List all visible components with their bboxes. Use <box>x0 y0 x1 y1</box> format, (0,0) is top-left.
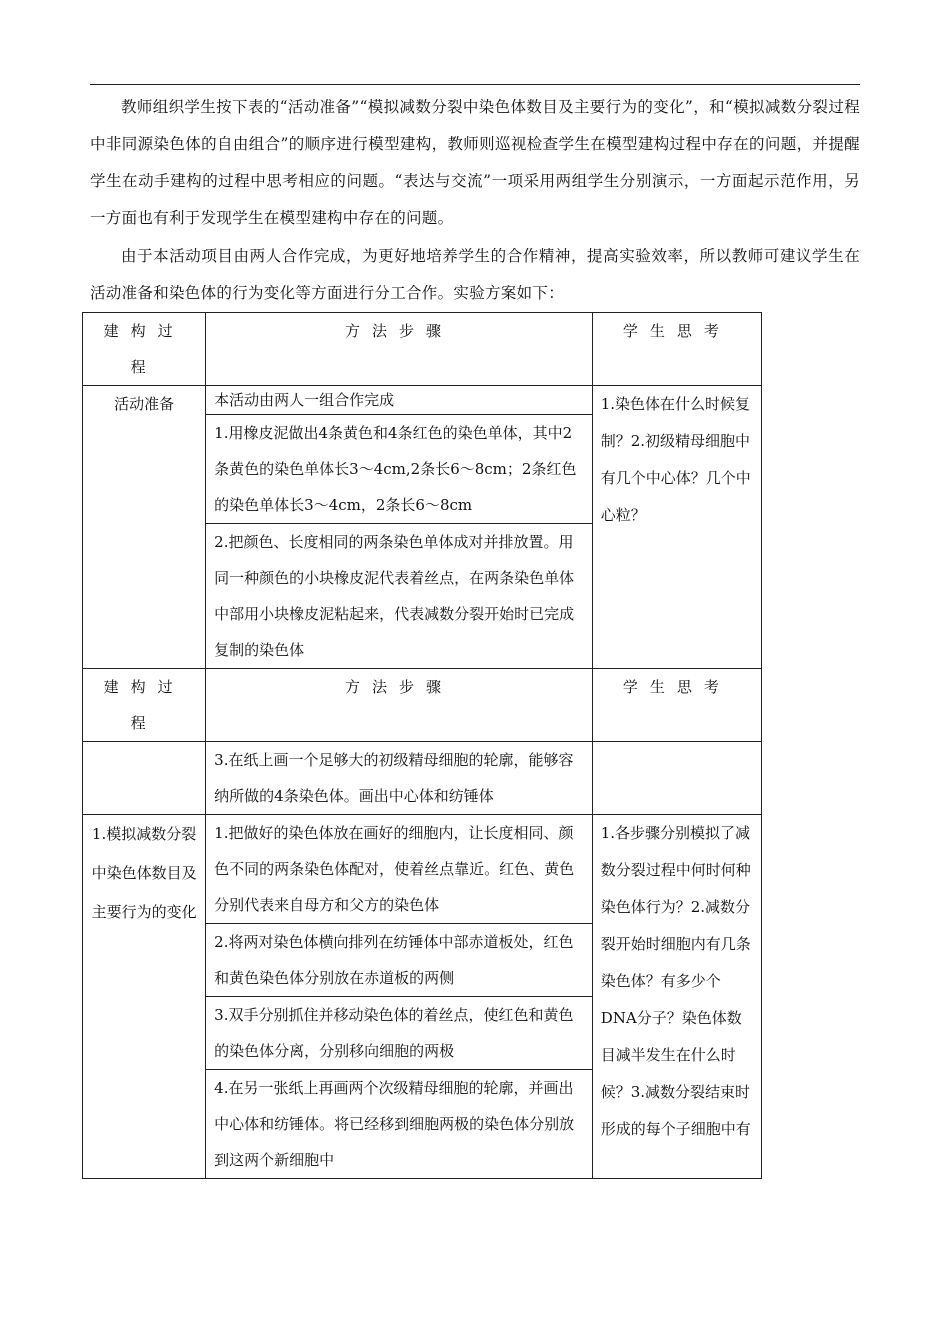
prep-step-2: 2.把颜色、长度相同的两条染色单体成对并排放置。用同一种颜色的小块橡皮泥代表着丝点，在两条染色单体中部用小块橡皮泥粘起来，代表减数分裂开始时已完成复制的染色体 <box>206 524 593 669</box>
header-student-thinking: 学生思考 <box>592 669 761 742</box>
table-row <box>83 742 762 815</box>
stage-simulate-meiosis: 1.模拟减数分裂中染色体数目及主要行为的变化 <box>83 815 206 1179</box>
table-header-row-repeat <box>83 669 762 742</box>
header-construction-process: 建构过程 <box>83 669 206 742</box>
prep-step-1: 1.用橡皮泥做出4条黄色和4条红色的染色单体，其中2条黄色的染色单体长3～4cm,2条长6～8cm；2条红色的染色单体长3～4cm，2条长6～8cm <box>206 415 593 524</box>
prep-step-3: 3.在纸上画一个足够大的初级精母细胞的轮廓，能够容纳所做的4条染色体。画出中心体和纺锤体 <box>206 742 593 815</box>
simulate-step-2: 2.将两对染色体横向排列在纺锤体中部赤道板处，红色和黄色染色体分别放在赤道板的两侧 <box>206 924 593 997</box>
stage-activity-prep: 活动准备 <box>83 386 206 669</box>
table-row <box>83 386 762 415</box>
table-row <box>83 815 762 924</box>
stage-empty-cell <box>83 742 206 815</box>
thinking-empty-cell <box>592 742 761 815</box>
header-student-thinking: 学生思考 <box>592 313 761 386</box>
prep-thinking: 1.染色体在什么时候复制？2.初级精母细胞中有几个中心体？几个中心粒？ <box>592 386 761 669</box>
header-construction-process: 建构过程 <box>83 313 206 386</box>
simulate-step-4: 4.在另一张纸上再画两个次级精母细胞的轮廓，并画出中心体和纺锤体。将已经移到细胞两极的染色体分别放到这两个新细胞中 <box>206 1070 593 1179</box>
simulate-thinking: 1.各步骤分别模拟了减数分裂过程中何时何种染色体行为？2.减数分裂开始时细胞内有几条染色体？有多少个DNA分子？染色体数目减半发生在什么时候？3.减数分裂结束时形成的每个子细胞中有 <box>592 815 761 1179</box>
header-rule <box>90 84 860 85</box>
table-header-row <box>83 313 762 386</box>
simulate-step-3: 3.双手分别抓住并移动染色体的着丝点，使红色和黄色的染色体分离，分别移向细胞的两极 <box>206 997 593 1070</box>
header-method-steps: 方法步骤 <box>206 313 593 386</box>
prep-step-intro: 本活动由两人一组合作完成 <box>206 386 593 415</box>
intro-paragraph-2: 由于本活动项目由两人合作完成，为更好地培养学生的合作精神，提高实验效率，所以教师可建议学生在活动准备和染色体的行为变化等方面进行分工合作。实验方案如下： <box>90 247 860 302</box>
intro-paragraph-1: 教师组织学生按下表的“活动准备”“模拟减数分裂中染色体数目及主要行为的变化”，和“模拟减数分裂过程中非同源染色体的自由组合”的顺序进行模型建构，教师则巡视检查学生在模型建构过程中存在的问题，并提醒学生在动手建构的过程中思考相应的问题。“表达与交流”一项采用两组学生分别演示，一方面起示范作用，另一方面也有利于发现学生在模型建构中存在的问题。 <box>90 98 860 227</box>
experiment-plan-table <box>82 312 762 1179</box>
header-method-steps: 方法步骤 <box>206 669 593 742</box>
simulate-step-1: 1.把做好的染色体放在画好的细胞内，让长度相同、颜色不同的两条染色体配对，使着丝点靠近。红色、黄色分别代表来自母方和父方的染色体 <box>206 815 593 924</box>
